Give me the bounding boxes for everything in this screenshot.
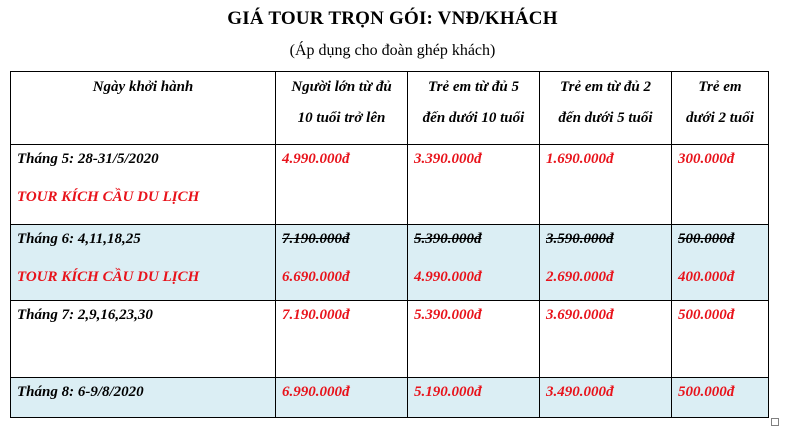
table-row <box>11 378 769 418</box>
price-adult: 6.690.000đ <box>282 269 350 285</box>
header-infant <box>672 72 769 145</box>
price-cell <box>672 225 769 301</box>
departure-date: Tháng 6: 4,11,18,25 <box>17 231 141 247</box>
header-departure-date <box>11 72 276 145</box>
header-text: Người lớn từ đủ <box>291 79 392 95</box>
price-child-5-10: 3.390.000đ <box>414 151 482 167</box>
price-cell <box>276 145 408 225</box>
departure-date: Tháng 5: 28-31/5/2020 <box>17 151 159 167</box>
price-adult: 4.990.000đ <box>282 151 350 167</box>
departure-cell <box>11 301 276 378</box>
price-cell <box>672 145 769 225</box>
header-text: dưới 2 tuổi <box>686 110 754 126</box>
table-row <box>11 301 769 378</box>
price-child-5-10: 4.990.000đ <box>414 269 482 285</box>
header-adult <box>276 72 408 145</box>
departure-cell <box>11 145 276 225</box>
header-text: Trẻ em từ đủ 5 <box>428 79 519 95</box>
price-cell <box>408 378 540 418</box>
promo-label: TOUR KÍCH CẦU DU LỊCH <box>17 269 200 285</box>
price-infant: 300.000đ <box>678 151 735 167</box>
price-cell <box>540 225 672 301</box>
price-table <box>10 71 769 418</box>
table-row <box>11 145 769 225</box>
price-cell <box>408 145 540 225</box>
header-text: Trẻ em <box>698 79 742 95</box>
price-cell <box>540 145 672 225</box>
price-adult: 7.190.000đ <box>282 307 350 323</box>
price-cell <box>672 301 769 378</box>
price-cell <box>276 301 408 378</box>
price-adult: 6.990.000đ <box>282 384 350 400</box>
header-text: Trẻ em từ đủ 2 <box>560 79 651 95</box>
header-text: đến dưới 5 tuổi <box>558 110 653 126</box>
table-row <box>11 225 769 301</box>
departure-cell <box>11 225 276 301</box>
price-child-5-10: 5.390.000đ <box>414 307 482 323</box>
page-title: GIÁ TOUR TRỌN GÓI: VNĐ/KHÁCH <box>227 8 558 29</box>
departure-date: Tháng 7: 2,9,16,23,30 <box>17 307 153 323</box>
price-child-5-10: 5.190.000đ <box>414 384 482 400</box>
header-child-2-5 <box>540 72 672 145</box>
page-subtitle: (Áp dụng cho đoàn ghép khách) <box>289 42 496 59</box>
price-cell <box>672 378 769 418</box>
price-cell <box>540 378 672 418</box>
old-price-adult: 7.190.000đ <box>282 231 350 247</box>
price-cell <box>408 225 540 301</box>
price-child-2-5: 3.490.000đ <box>546 384 614 400</box>
price-infant: 500.000đ <box>678 307 735 323</box>
header-text: 10 tuổi trở lên <box>297 110 386 126</box>
header-text: Ngày khởi hành <box>92 79 194 95</box>
old-price-child-2-5: 3.590.000đ <box>546 231 614 247</box>
promo-label: TOUR KÍCH CẦU DU LỊCH <box>17 189 200 205</box>
old-price-infant: 500.000đ <box>678 231 735 247</box>
price-infant: 500.000đ <box>678 384 735 400</box>
table-resize-handle[interactable] <box>771 418 779 426</box>
price-cell <box>276 378 408 418</box>
price-cell <box>276 225 408 301</box>
price-cell <box>408 301 540 378</box>
old-price-child-5-10: 5.390.000đ <box>414 231 482 247</box>
price-cell <box>540 301 672 378</box>
price-infant: 400.000đ <box>678 269 735 285</box>
header-text: đến dưới 10 tuổi <box>422 110 525 126</box>
header-child-5-10 <box>408 72 540 145</box>
departure-date: Tháng 8: 6-9/8/2020 <box>17 384 144 400</box>
price-child-2-5: 2.690.000đ <box>546 269 614 285</box>
header-row <box>11 72 769 145</box>
price-child-2-5: 3.690.000đ <box>546 307 614 323</box>
price-child-2-5: 1.690.000đ <box>546 151 614 167</box>
departure-cell <box>11 378 276 418</box>
